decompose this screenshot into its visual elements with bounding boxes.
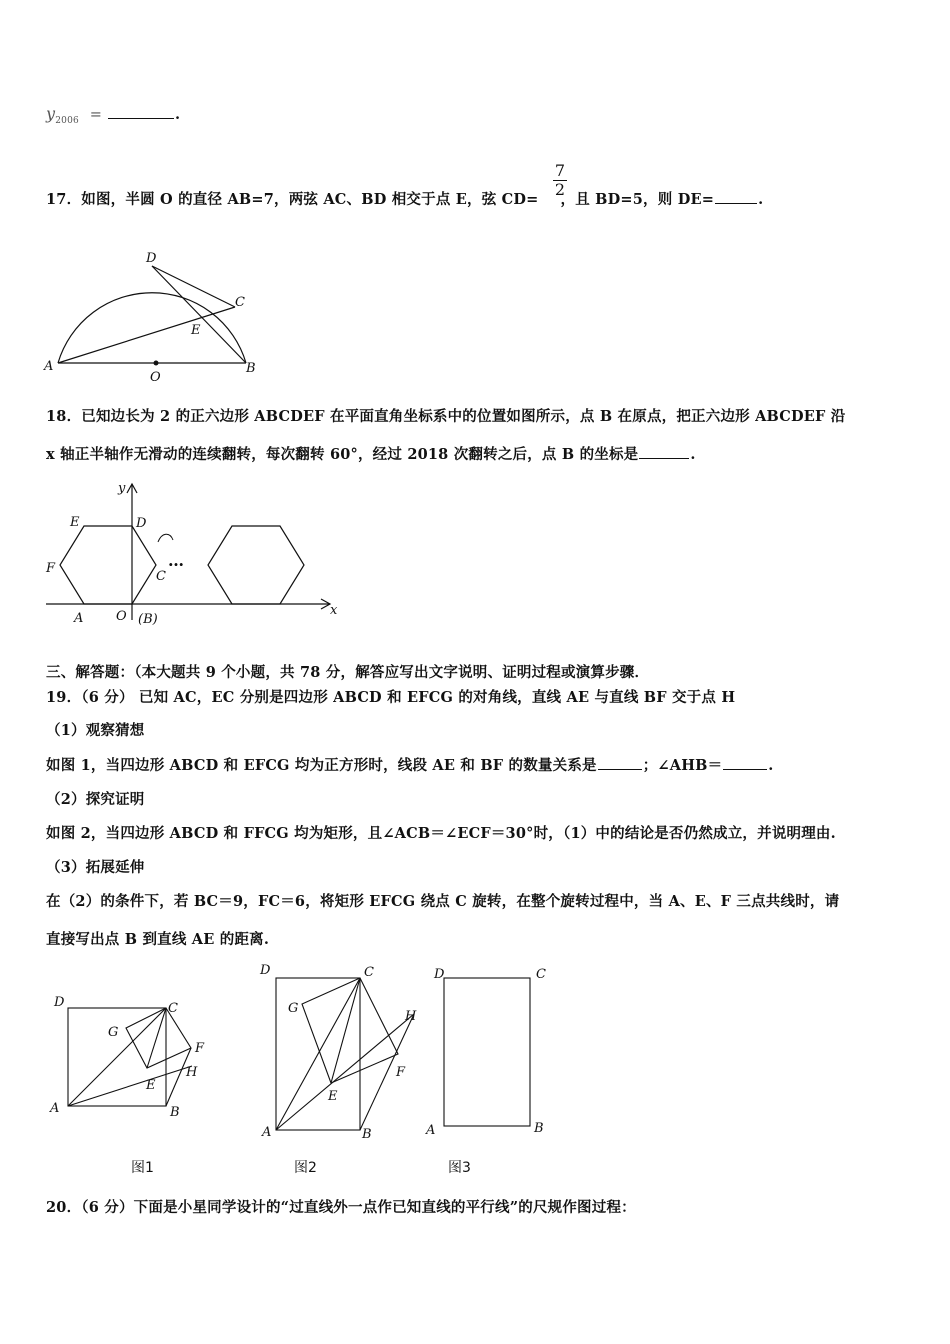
label-o: O — [116, 609, 127, 624]
rotation-arrow — [158, 534, 173, 542]
q20-text: 20．（6 分）下面是小星同学设计的“过直线外一点作已知直线的平行线”的尺规作图过程： — [46, 1199, 636, 1216]
ellipsis-dots: … — [168, 551, 184, 570]
label-a: A — [44, 359, 54, 374]
q19-p1-text-b: ；∠AHB＝ — [642, 757, 723, 774]
label-c: C — [168, 1001, 178, 1016]
q16-answer-line — [46, 104, 180, 126]
q17-period: . — [758, 191, 764, 208]
label-e: E — [70, 515, 80, 530]
label-d: D — [136, 516, 147, 531]
label-d: D — [146, 251, 157, 266]
label-f: F — [46, 561, 56, 576]
label-c: C — [156, 569, 166, 584]
axis-label-x: x — [330, 603, 338, 618]
label-b: B — [362, 1127, 372, 1142]
label-c: C — [364, 965, 374, 980]
q19-figure-2 — [256, 958, 426, 1148]
label-a: A — [426, 1123, 436, 1138]
label-b: B — [170, 1105, 180, 1120]
hexagon-after-rolling — [208, 526, 304, 604]
q18-line1: 18．已知边长为 2 的正六边形 ABCDEF 在平面直角坐标系中的位置如图所示，点 B 在原点，把正六边形 ABCDEF 沿 — [46, 408, 846, 425]
section-3-heading: 三、解答题：（本大题共 9 个小题，共 78 分，解答应写出文字说明、证明过程或演算步骤． — [46, 664, 650, 681]
caption-figure-3: 图3 — [448, 1160, 471, 1176]
q17-text-b: ，且 BD=5，则 DE= — [560, 191, 715, 208]
q19-part2-text: 如图 2，当四边形 ABCD 和 FFCG 均为矩形，且∠ACB＝∠ECF＝30°时，（1）中的结论是否仍然成立，并说明理由. — [46, 825, 836, 842]
q19-part2-title: （2）探究证明 — [46, 791, 145, 808]
q19-p1-text-a: 如图 1，当四边形 ABCD 和 EFCG 均为正方形时，线段 AE 和 BF 的数量关系是 — [46, 757, 597, 774]
q17-semicircle-figure — [40, 248, 260, 383]
q18-answer-blank — [639, 457, 689, 459]
q19-head: 19．（6 分） 已知 AC，EC 分别是四边形 ABCD 和 EFCG 的对角线，直线 AE 与直线 BF 交于点 H — [46, 689, 736, 706]
hexagon-abcdef — [60, 526, 156, 604]
chord-dc — [152, 266, 235, 307]
chord-bd — [152, 266, 246, 363]
label-e: E — [146, 1078, 156, 1093]
q19-part1-title: （1）观察猜想 — [46, 722, 145, 739]
q18-line2-text: x 轴正半轴作无滑动的连续翻转，每次翻转 60°，经过 2018 次翻转之后，点 B 的坐标是 — [46, 446, 639, 463]
label-b: B — [246, 361, 256, 376]
semicircle-arc — [58, 293, 246, 363]
label-a: A — [262, 1125, 272, 1140]
label-a: A — [50, 1101, 60, 1116]
label-d: D — [434, 967, 445, 982]
label-f: F — [396, 1065, 406, 1080]
label-o: O — [150, 370, 161, 385]
q17-answer-blank — [715, 202, 757, 204]
q18-line2 — [46, 443, 696, 464]
q19-figure-3 — [424, 960, 554, 1140]
chord-ac — [58, 307, 235, 363]
center-point-o — [154, 361, 159, 366]
q17-text — [46, 188, 763, 209]
diagonal-ec — [331, 978, 360, 1083]
label-a: A — [74, 611, 84, 626]
q16-period: . — [174, 106, 181, 123]
q16-answer-blank — [108, 117, 174, 119]
caption-figure-1: 图1 — [131, 1160, 154, 1176]
label-f: F — [195, 1041, 205, 1056]
label-b: B — [534, 1121, 544, 1136]
line-ah — [68, 1066, 192, 1106]
label-c: C — [536, 967, 546, 982]
q19-part3-title: （3）拓展延伸 — [46, 859, 145, 876]
q17-text-a: 17．如图，半圆 O 的直径 AB=7，两弦 AC、BD 相交于点 E，弦 CD= — [46, 191, 539, 208]
label-g: G — [108, 1025, 119, 1040]
q19-part3-text1: 在（2）的条件下，若 BC＝9，FC＝6，将矩形 EFCG 绕点 C 旋转，在整个旋转过程中，当 A、E、F 三点共线时，请 — [46, 893, 840, 910]
q16-variable: y — [46, 104, 56, 123]
label-h: H — [186, 1065, 198, 1080]
q19-part1-text — [46, 754, 774, 775]
q17-frac-den: 2 — [554, 180, 566, 199]
q19-blank-1 — [598, 768, 642, 770]
q19-figure-1 — [44, 988, 214, 1128]
label-g: G — [288, 1001, 299, 1016]
q18-hexagon-figure — [40, 480, 340, 630]
caption-figure-2: 图2 — [294, 1160, 317, 1176]
q16-equals: = — [89, 107, 103, 123]
label-e: E — [191, 323, 201, 338]
q19-p1-period: . — [768, 757, 774, 774]
label-d: D — [260, 963, 271, 978]
q17-frac-num: 7 — [554, 161, 566, 180]
label-b: (B) — [138, 612, 158, 627]
axis-label-y: y — [118, 481, 126, 496]
q19-part3-text2: 直接写出点 B 到直线 AE 的距离. — [46, 931, 270, 948]
q16-subscript: 2006 — [55, 115, 79, 126]
label-h: H — [405, 1009, 417, 1024]
label-e: E — [328, 1089, 338, 1104]
label-c: C — [235, 295, 245, 310]
rectangle-abcd — [444, 978, 530, 1126]
label-d: D — [54, 995, 65, 1010]
q18-period: . — [690, 446, 696, 463]
q19-blank-2 — [723, 768, 767, 770]
q17-fraction — [553, 162, 567, 199]
